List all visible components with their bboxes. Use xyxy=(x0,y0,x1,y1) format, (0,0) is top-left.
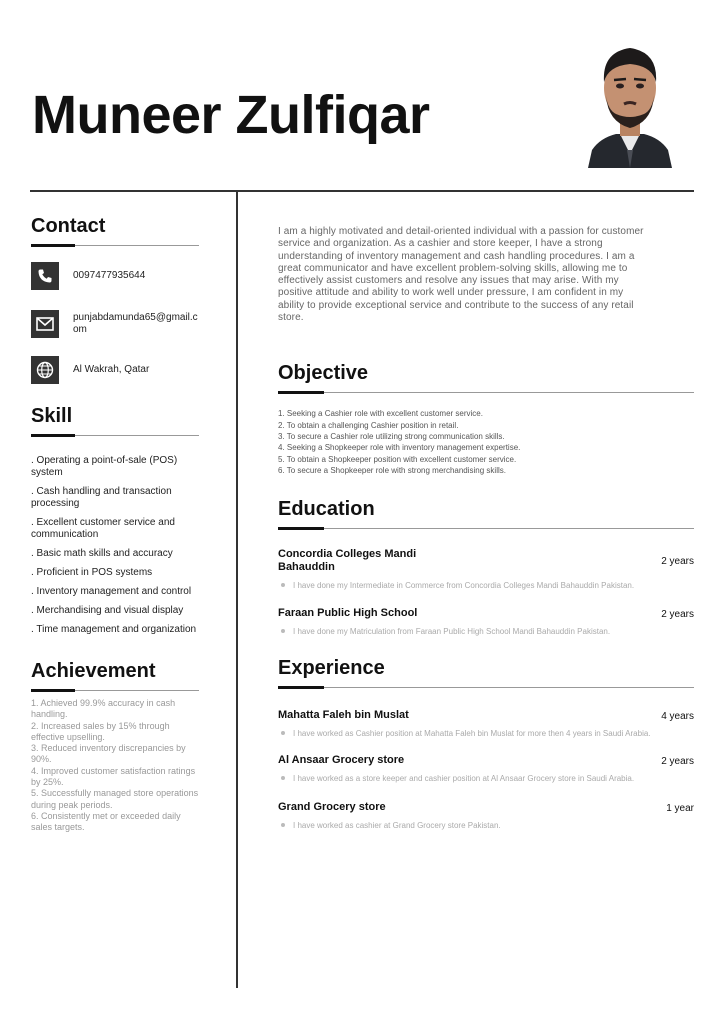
objective-item: 4. Seeking a Shopkeeper role with inventory management expertise. xyxy=(278,443,521,453)
experience-duration: 4 years xyxy=(661,711,694,723)
contact-phone-row xyxy=(31,262,199,290)
education-detail: I have done my Intermediate in Commerce from Concordia Colleges Mandi Bahauddin Pakistan. xyxy=(293,581,635,591)
skill-underline xyxy=(31,434,199,440)
achievement-section xyxy=(31,660,199,834)
experience-heading: Experience xyxy=(278,657,385,680)
contact-phone[interactable]: 0097477935644 xyxy=(73,270,146,281)
objective-item: 1. Seeking a Cashier role with excellent customer service. xyxy=(278,409,483,419)
education-section xyxy=(278,498,694,637)
bullet-dot xyxy=(281,731,285,735)
education-duration: 2 years xyxy=(661,556,694,568)
experience-entry xyxy=(278,801,694,831)
education-duration: 2 years xyxy=(661,609,694,621)
bullet-dot xyxy=(281,776,285,780)
achievement-item: 4. Improved customer satisfaction ratings by 25%. xyxy=(31,765,196,788)
achievement-item: 5. Successfully managed store operations during peak periods. xyxy=(31,788,199,810)
achievement-item: 2. Increased sales by 15% through effective upselling. xyxy=(31,720,170,742)
education-title: Faraan Public High School xyxy=(278,607,418,620)
experience-title: Al Ansaar Grocery store xyxy=(278,754,405,767)
objective-underline xyxy=(278,391,694,396)
skill-item: . Operating a point-of-sale (POS) system xyxy=(31,455,178,478)
right-column xyxy=(278,226,694,831)
skill-item: . Proficient in POS systems xyxy=(31,567,153,578)
envelope-icon xyxy=(31,310,59,338)
skill-heading: Skill xyxy=(31,405,73,427)
skill-item: . Inventory management and control xyxy=(31,586,192,597)
achievement-underline xyxy=(31,689,199,695)
achievement-item: 1. Achieved 99.9% accuracy in cash handling. xyxy=(31,698,176,720)
contact-section xyxy=(31,215,199,384)
contact-heading: Contact xyxy=(31,215,106,237)
column-divider xyxy=(236,190,238,988)
experience-detail: I have worked as cashier at Grand Grocery store Pakistan. xyxy=(293,821,501,831)
objective-item: 6. To secure a Shopkeeper role with strong merchandising skills. xyxy=(278,465,506,475)
bullet-dot xyxy=(281,629,285,633)
skill-item: . Merchandising and visual display xyxy=(31,605,184,616)
education-detail: I have done my Matriculation from Faraan Public High School Mandi Bahauddin Pakistan. xyxy=(293,627,611,637)
education-entry xyxy=(278,607,694,637)
achievement-heading: Achievement xyxy=(31,660,156,682)
skill-item: . Time management and organization xyxy=(31,624,197,635)
education-heading: Education xyxy=(278,498,375,521)
experience-section xyxy=(278,657,694,831)
objective-heading: Objective xyxy=(278,362,369,385)
objective-item: 3. To secure a Cashier role utilizing strong communication skills. xyxy=(278,431,505,441)
skill-section xyxy=(31,405,199,636)
phone-icon xyxy=(31,262,59,290)
achievement-item: 3. Reduced inventory discrepancies by 90%. xyxy=(31,743,186,765)
experience-detail: I have worked as a store keeper and cashier position at Al Ansaar Grocery store in Saudi Arabia. xyxy=(293,774,635,784)
skill-item: . Excellent customer service and communication xyxy=(31,517,175,540)
skill-item: . Basic math skills and accuracy xyxy=(31,548,173,559)
about-paragraph: I am a highly motivated and detail-oriented individual with a passion for customer service and organization. As a cashier and store keeper, I have a strong understanding of inventory management and cash handling procedures. I am a great communicator and have excellent problem-solving skills, allowing me to effectively assist customers and resolve any issues that may arise. With my positive attitude and ability to work well under pressure, I am confident in my ability to provide exceptional service and contribute to the success of any retail store. xyxy=(278,226,644,324)
contact-location-row xyxy=(31,356,199,384)
globe-icon xyxy=(31,356,59,384)
bullet-dot xyxy=(281,823,285,827)
objective-item: 5. To obtain a Shopkeeper position with excellent customer service. xyxy=(278,454,517,464)
objective-item: 2. To obtain a challenging Cashier position in retail. xyxy=(278,420,459,430)
experience-duration: 2 years xyxy=(661,756,694,768)
experience-title: Mahatta Faleh bin Muslat xyxy=(278,709,409,722)
experience-detail: I have worked as Cashier position at Mahatta Faleh bin Muslat for more then 4 years in Saudi Arabia. xyxy=(293,729,651,739)
profile-photo xyxy=(584,38,676,168)
education-entry xyxy=(278,548,694,591)
contact-underline xyxy=(31,244,199,250)
resume-name: Muneer Zulfiqar xyxy=(32,85,430,145)
contact-email[interactable]: punjabdamunda65@gmail.com xyxy=(73,312,198,335)
education-title: Concordia Colleges Mandi Bahauddin xyxy=(278,548,417,574)
contact-location: Al Wakrah, Qatar xyxy=(73,364,150,375)
skill-item: . Cash handling and transaction processing xyxy=(31,486,172,509)
objective-section xyxy=(278,362,694,476)
left-column xyxy=(31,192,199,834)
experience-title: Grand Grocery store xyxy=(278,801,386,814)
experience-underline xyxy=(278,686,694,691)
education-underline xyxy=(278,527,694,532)
achievement-item: 6. Consistently met or exceeded daily sales targets. xyxy=(31,810,181,833)
experience-duration: 1 year xyxy=(666,803,694,815)
bullet-dot xyxy=(281,583,285,587)
contact-email-row xyxy=(31,310,199,338)
experience-entry xyxy=(278,709,694,739)
experience-entry xyxy=(278,754,694,784)
